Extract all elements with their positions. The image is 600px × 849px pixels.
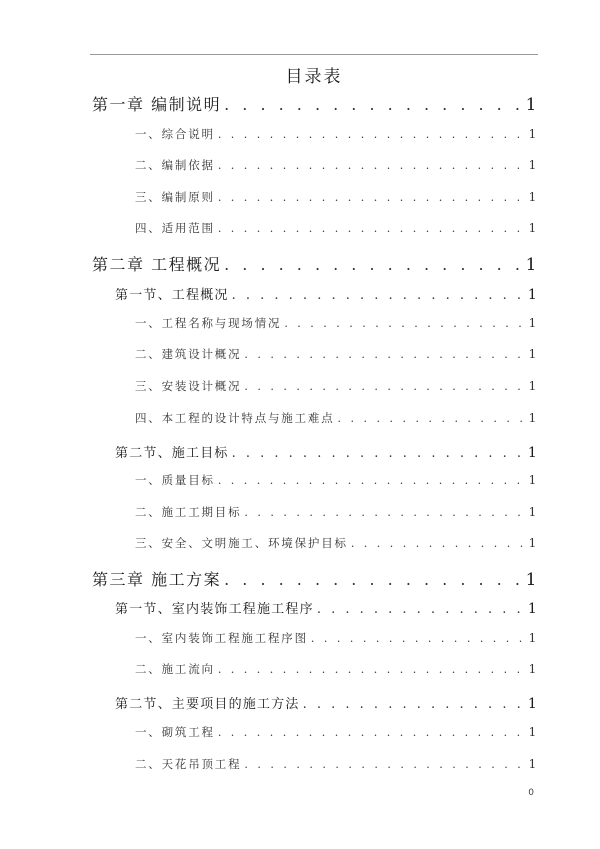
toc-entry-label: 一、质量目标 (135, 473, 215, 487)
toc-entry-label: 三、安全、文明施工、环境保护目标 (135, 536, 348, 550)
dot-leader (244, 380, 525, 393)
toc-entry-label: 二、编制依据 (135, 158, 215, 172)
toc-entry-item[interactable] (135, 661, 538, 677)
toc-entry-page: 1 (528, 316, 538, 330)
toc-entry-page: 1 (528, 411, 538, 425)
toc-entry-label: 一、综合说明 (135, 127, 215, 141)
dot-leader (224, 570, 523, 589)
toc-entry-page: 1 (527, 287, 538, 303)
toc-entry-label: 第一章 编制说明 (92, 95, 222, 114)
toc-title: 目录表 (285, 67, 343, 87)
toc-entry-page: 1 (528, 158, 538, 172)
toc-entry-page: 1 (527, 601, 538, 617)
toc-entry-label: 第三章 施工方案 (92, 570, 222, 589)
dot-leader (338, 412, 526, 425)
toc-entry-label: 第二节、施工目标 (115, 446, 229, 461)
toc-entry-item[interactable] (135, 504, 538, 520)
toc-entry-label: 第二章 工程概况 (92, 255, 222, 274)
toc-entry-item[interactable] (135, 346, 538, 362)
toc-entry-item[interactable] (135, 724, 538, 740)
toc-entry-page: 1 (528, 127, 538, 141)
header-rule (90, 54, 538, 55)
toc-entry-page: 1 (525, 570, 538, 590)
dot-leader (232, 446, 525, 461)
toc-entry-chapter[interactable] (92, 252, 538, 275)
toc-entry-page: 1 (525, 255, 538, 275)
toc-entry-label: 三、安装设计概况 (135, 379, 242, 393)
toc-entry-item[interactable] (135, 126, 538, 142)
toc-entry-page: 1 (528, 725, 538, 739)
toc-entry-page: 1 (528, 473, 538, 487)
toc-entry-page: 1 (525, 95, 538, 115)
toc-entry-page: 1 (528, 379, 538, 393)
toc-entry-page: 1 (528, 536, 538, 550)
toc-entry-item[interactable] (135, 189, 538, 205)
toc-entry-label: 第二节、主要项目的施工方法 (115, 697, 300, 712)
toc-entry-label: 二、施工流向 (135, 662, 215, 676)
toc-entry-chapter[interactable] (92, 567, 538, 590)
dot-leader (224, 95, 523, 114)
toc-entry-page: 1 (528, 505, 538, 519)
dot-leader (311, 632, 526, 645)
toc-entry-label: 四、本工程的设计特点与施工难点 (135, 411, 335, 425)
toc-entry-page: 1 (528, 190, 538, 204)
toc-entry-item[interactable] (135, 472, 538, 488)
dot-leader (244, 348, 525, 361)
toc-entry-chapter[interactable] (92, 92, 538, 115)
toc-entry-label: 二、施工工期目标 (135, 505, 242, 519)
toc-entry-item[interactable] (135, 157, 538, 173)
toc-entry-page: 1 (528, 631, 538, 645)
dot-leader (244, 758, 525, 771)
toc-entry-item[interactable] (135, 756, 538, 772)
toc-entry-section[interactable] (115, 442, 538, 461)
toc-entry-label: 四、适用范围 (135, 221, 215, 235)
toc-entry-page: 1 (527, 696, 538, 712)
toc-entry-label: 一、室内装饰工程施工程序图 (135, 631, 308, 645)
toc-entry-page: 1 (528, 347, 538, 361)
toc-entry-section[interactable] (115, 693, 538, 712)
toc-entry-page: 1 (528, 757, 538, 771)
toc-entry-section[interactable] (115, 284, 538, 303)
toc-entry-item[interactable] (135, 315, 538, 331)
toc-entry-item[interactable] (135, 630, 538, 646)
dot-leader (224, 255, 523, 274)
toc-entry-label: 一、工程名称与现场情况 (135, 316, 282, 330)
dot-leader (244, 506, 525, 519)
toc-entry-label: 二、天花吊顶工程 (135, 757, 242, 771)
toc-entry-item[interactable] (135, 535, 538, 551)
dot-leader (218, 159, 526, 172)
dot-leader (218, 726, 526, 739)
toc-entry-label: 第一节、室内装饰工程施工程序 (115, 602, 314, 617)
dot-leader (218, 191, 526, 204)
toc-entry-item[interactable] (135, 410, 538, 426)
page-number: 0 (528, 788, 534, 798)
dot-leader (303, 697, 525, 712)
dot-leader (317, 602, 525, 617)
dot-leader (218, 128, 526, 141)
dot-leader (218, 663, 526, 676)
dot-leader (218, 474, 526, 487)
toc-entry-section[interactable] (115, 598, 538, 617)
toc-entry-page: 1 (528, 221, 538, 235)
toc-entry-page: 1 (527, 445, 538, 461)
dot-leader (351, 537, 526, 550)
dot-leader (232, 288, 525, 303)
toc-entry-item[interactable] (135, 220, 538, 236)
dot-leader (218, 222, 526, 235)
toc-entry-item[interactable] (135, 378, 538, 394)
dot-leader (284, 317, 525, 330)
toc-entry-label: 三、编制原则 (135, 190, 215, 204)
toc-entry-label: 一、砌筑工程 (135, 725, 215, 739)
toc-entry-label: 第一节、工程概况 (115, 288, 229, 303)
toc-entry-label: 二、建筑设计概况 (135, 347, 242, 361)
toc-entry-page: 1 (528, 662, 538, 676)
